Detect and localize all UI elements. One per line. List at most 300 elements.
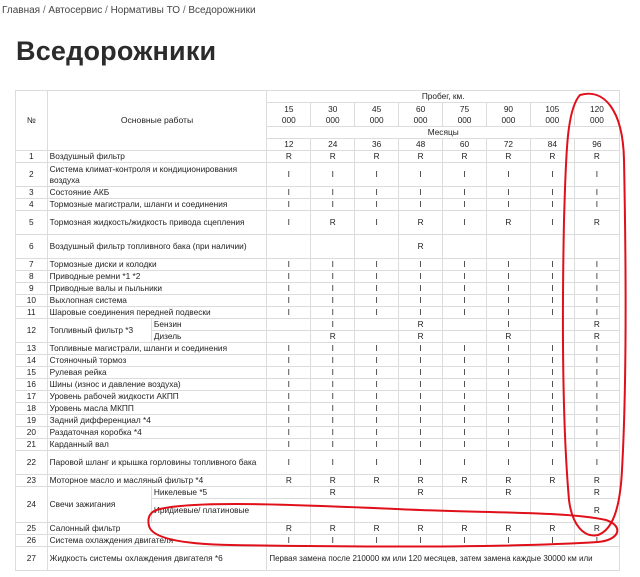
schedule-cell: [530, 235, 574, 259]
schedule-cell: I: [355, 367, 399, 379]
schedule-cell: I: [355, 295, 399, 307]
row-number: 19: [16, 415, 48, 427]
row-number: 9: [16, 283, 48, 295]
breadcrumb-separator: /: [182, 5, 186, 16]
row-number: 17: [16, 391, 48, 403]
schedule-cell: I: [574, 415, 619, 427]
month-header-cell: 60: [443, 139, 487, 151]
table-row: [16, 343, 620, 355]
schedule-cell: I: [486, 295, 530, 307]
schedule-cell: I: [267, 427, 311, 439]
schedule-cell: I: [399, 451, 443, 475]
schedule-cell: I: [443, 427, 487, 439]
schedule-cell: I: [355, 451, 399, 475]
mileage-header-cell: [530, 103, 574, 127]
row-number: 3: [16, 187, 48, 199]
schedule-cell: I: [443, 307, 487, 319]
header-no: №: [16, 91, 48, 151]
mileage-value-top: 90: [503, 103, 514, 114]
schedule-cell: I: [311, 415, 355, 427]
schedule-cell: I: [443, 295, 487, 307]
schedule-cell: I: [486, 391, 530, 403]
table-row: [16, 271, 620, 283]
schedule-cell: [311, 235, 355, 259]
schedule-cell: I: [355, 343, 399, 355]
schedule-cell: [530, 319, 574, 331]
row-number: 13: [16, 343, 48, 355]
schedule-cell: [486, 499, 530, 523]
breadcrumb-norms-link[interactable]: Нормативы ТО: [110, 5, 181, 16]
schedule-cell: I: [443, 283, 487, 295]
work-name: Свечи зажигания: [47, 487, 151, 523]
breadcrumb-separator: /: [105, 5, 108, 16]
schedule-cell: I: [486, 535, 530, 547]
schedule-cell: [443, 235, 487, 259]
header-mileage: Пробег, км.: [267, 91, 620, 103]
schedule-cell: R: [574, 475, 619, 487]
schedule-cell: I: [443, 259, 487, 271]
row-number: 5: [16, 211, 48, 235]
schedule-cell: I: [574, 355, 619, 367]
row-number: 7: [16, 259, 48, 271]
schedule-cell: I: [574, 403, 619, 415]
breadcrumb-current: Вседорожники: [188, 5, 256, 16]
schedule-cell: R: [486, 475, 530, 487]
schedule-cell: I: [399, 355, 443, 367]
schedule-cell: I: [530, 415, 574, 427]
table-row: [16, 307, 620, 319]
schedule-cell: I: [530, 535, 574, 547]
schedule-cell: R: [574, 211, 619, 235]
mileage-header-cell: [267, 103, 311, 127]
schedule-cell: I: [267, 451, 311, 475]
spark-plug-iridium: Иридиевые/ платиновые: [151, 499, 266, 523]
table-row: [16, 547, 620, 571]
schedule-cell: I: [486, 163, 530, 187]
schedule-cell: I: [443, 439, 487, 451]
schedule-cell: R: [355, 151, 399, 163]
schedule-cell: [399, 499, 443, 523]
table-row: [16, 295, 620, 307]
schedule-cell: I: [355, 391, 399, 403]
work-name: Шины (износ и давление воздуха): [47, 379, 267, 391]
work-name: Рулевая рейка: [47, 367, 267, 379]
schedule-cell: I: [486, 451, 530, 475]
schedule-cell: I: [355, 307, 399, 319]
schedule-cell: I: [355, 427, 399, 439]
schedule-cell: R: [574, 499, 619, 523]
mileage-value-top: 120: [589, 103, 604, 114]
fuel-type-diesel: Дизель: [151, 331, 266, 343]
schedule-cell: I: [486, 307, 530, 319]
mileage-header-cell: [574, 103, 619, 127]
schedule-cell: I: [399, 415, 443, 427]
schedule-cell: I: [574, 295, 619, 307]
mileage-value-bottom: 000: [501, 114, 516, 125]
schedule-cell: I: [267, 271, 311, 283]
schedule-cell: I: [574, 439, 619, 451]
schedule-cell: I: [530, 259, 574, 271]
schedule-cell: I: [311, 535, 355, 547]
schedule-cell: I: [311, 163, 355, 187]
schedule-cell: [267, 499, 311, 523]
schedule-cell: R: [267, 151, 311, 163]
work-name: Уровень масла МКПП: [47, 403, 267, 415]
schedule-cell: I: [311, 283, 355, 295]
table-row: [16, 211, 620, 235]
schedule-cell: R: [311, 523, 355, 535]
table-row: [16, 487, 620, 499]
schedule-cell: I: [399, 367, 443, 379]
schedule-cell: I: [267, 283, 311, 295]
month-header-cell: 36: [355, 139, 399, 151]
schedule-cell: I: [530, 163, 574, 187]
schedule-cell: [355, 499, 399, 523]
table-row: [16, 151, 620, 163]
schedule-cell: I: [399, 403, 443, 415]
schedule-cell: I: [311, 319, 355, 331]
schedule-cell: I: [443, 187, 487, 199]
fuel-type-petrol: Бензин: [151, 319, 266, 331]
schedule-cell: I: [399, 379, 443, 391]
schedule-cell: I: [399, 283, 443, 295]
schedule-cell: I: [443, 211, 487, 235]
schedule-cell: I: [574, 535, 619, 547]
schedule-cell: R: [399, 523, 443, 535]
table-row: [16, 235, 620, 259]
schedule-cell: I: [267, 295, 311, 307]
schedule-cell: I: [355, 439, 399, 451]
schedule-cell: I: [486, 367, 530, 379]
schedule-cell: R: [574, 151, 619, 163]
table-row: [16, 163, 620, 187]
mileage-value-top: 15: [284, 103, 294, 114]
month-header-cell: 96: [574, 139, 619, 151]
schedule-cell: I: [399, 439, 443, 451]
work-name: Приводные валы и пыльники: [47, 283, 267, 295]
mileage-value-top: 45: [372, 103, 382, 114]
schedule-cell: I: [486, 259, 530, 271]
month-header-cell: 24: [311, 139, 355, 151]
schedule-cell: I: [311, 295, 355, 307]
schedule-cell: I: [355, 211, 399, 235]
work-name: Тормозные диски и колодки: [47, 259, 267, 271]
schedule-cell: I: [355, 199, 399, 211]
row-number: 21: [16, 439, 48, 451]
schedule-cell: I: [267, 367, 311, 379]
schedule-cell: I: [530, 295, 574, 307]
schedule-cell: I: [574, 367, 619, 379]
mileage-value-bottom: 000: [589, 114, 604, 125]
schedule-cell: [355, 331, 399, 343]
work-name: Карданный вал: [47, 439, 267, 451]
mileage-value-top: 60: [415, 103, 426, 114]
schedule-cell: I: [574, 259, 619, 271]
schedule-cell: R: [530, 523, 574, 535]
row-number: 8: [16, 271, 48, 283]
schedule-cell: I: [399, 427, 443, 439]
schedule-cell: [267, 319, 311, 331]
schedule-cell: I: [267, 259, 311, 271]
mileage-header-cell: [443, 103, 487, 127]
table-row: [16, 379, 620, 391]
schedule-cell: I: [530, 367, 574, 379]
schedule-cell: I: [399, 259, 443, 271]
row-number: 10: [16, 295, 48, 307]
schedule-cell: [355, 487, 399, 499]
schedule-cell: [443, 319, 487, 331]
schedule-cell: R: [311, 487, 355, 499]
schedule-cell: R: [486, 211, 530, 235]
schedule-cell: R: [399, 235, 443, 259]
work-name: Уровень рабочей жидкости АКПП: [47, 391, 267, 403]
schedule-cell: I: [355, 403, 399, 415]
schedule-cell: [574, 235, 619, 259]
work-name: Моторное масло и масляный фильтр *4: [47, 475, 267, 487]
row-number: 4: [16, 199, 48, 211]
row-number: 11: [16, 307, 48, 319]
schedule-cell: I: [311, 379, 355, 391]
mileage-header-cell: [311, 103, 355, 127]
schedule-cell: I: [355, 415, 399, 427]
schedule-cell: [530, 499, 574, 523]
schedule-cell: I: [574, 379, 619, 391]
schedule-cell: I: [530, 403, 574, 415]
month-header-cell: 48: [399, 139, 443, 151]
mileage-value-top: 30: [328, 103, 338, 114]
schedule-cell: I: [399, 343, 443, 355]
row-number: 20: [16, 427, 48, 439]
schedule-cell: I: [267, 199, 311, 211]
schedule-cell: [267, 487, 311, 499]
schedule-cell: I: [574, 187, 619, 199]
schedule-cell: I: [486, 343, 530, 355]
schedule-cell: R: [486, 523, 530, 535]
schedule-cell: I: [530, 391, 574, 403]
schedule-cell: I: [267, 211, 311, 235]
schedule-cell: I: [355, 355, 399, 367]
schedule-cell: R: [267, 523, 311, 535]
row-number: 22: [16, 451, 48, 475]
work-name: Топливный фильтр *3: [47, 319, 151, 343]
row-number: 15: [16, 367, 48, 379]
breadcrumb-autoservice-link[interactable]: Автосервис: [48, 5, 103, 16]
mileage-header-cell: [399, 103, 443, 127]
breadcrumb-separator: /: [42, 5, 46, 16]
schedule-cell: [355, 235, 399, 259]
schedule-cell: I: [574, 283, 619, 295]
schedule-cell: R: [486, 151, 530, 163]
table-row: [16, 319, 620, 331]
mileage-value-bottom: 000: [413, 114, 428, 125]
schedule-cell: I: [443, 163, 487, 187]
schedule-cell: I: [311, 271, 355, 283]
schedule-cell: R: [530, 475, 574, 487]
table-row: [16, 283, 620, 295]
schedule-cell: [486, 235, 530, 259]
schedule-cell: R: [399, 151, 443, 163]
work-name: Раздаточная коробка *4: [47, 427, 267, 439]
schedule-cell: I: [530, 199, 574, 211]
row-number: 18: [16, 403, 48, 415]
work-name: Приводные ремни *1 *2: [47, 271, 267, 283]
schedule-cell: R: [486, 487, 530, 499]
work-name: Система климат-контроля и кондиционирования воздуха: [47, 163, 267, 187]
schedule-cell: I: [355, 379, 399, 391]
schedule-cell: I: [530, 343, 574, 355]
table-row: [16, 259, 620, 271]
schedule-cell: R: [355, 475, 399, 487]
schedule-cell: I: [311, 367, 355, 379]
row-number: 16: [16, 379, 48, 391]
month-header-cell: 12: [267, 139, 311, 151]
schedule-cell: I: [574, 163, 619, 187]
schedule-cell: I: [399, 391, 443, 403]
table-row: [16, 427, 620, 439]
schedule-cell: I: [530, 379, 574, 391]
schedule-cell: I: [399, 295, 443, 307]
schedule-cell: I: [311, 439, 355, 451]
schedule-cell: I: [486, 187, 530, 199]
schedule-cell: [267, 331, 311, 343]
row-number: 14: [16, 355, 48, 367]
schedule-cell: I: [443, 199, 487, 211]
schedule-note: Первая замена после 210000 км или 120 месяцев, затем замена каждые 30000 км или: [267, 547, 620, 571]
work-name: Воздушный фильтр: [47, 151, 267, 163]
mileage-value-bottom: 000: [325, 114, 340, 125]
schedule-cell: I: [311, 355, 355, 367]
mileage-header-cell: [486, 103, 530, 127]
schedule-cell: I: [399, 271, 443, 283]
month-header-cell: 72: [486, 139, 530, 151]
schedule-cell: I: [486, 427, 530, 439]
schedule-cell: I: [486, 439, 530, 451]
schedule-cell: I: [530, 307, 574, 319]
month-header-cell: 84: [530, 139, 574, 151]
schedule-cell: I: [443, 451, 487, 475]
schedule-cell: [443, 331, 487, 343]
schedule-cell: I: [267, 415, 311, 427]
header-works: Основные работы: [47, 91, 267, 151]
work-name: Шаровые соединения передней подвески: [47, 307, 267, 319]
schedule-cell: I: [267, 379, 311, 391]
schedule-cell: I: [355, 187, 399, 199]
schedule-cell: [443, 499, 487, 523]
maintenance-table: [15, 90, 620, 571]
mileage-value-bottom: 000: [457, 114, 472, 125]
schedule-cell: R: [399, 211, 443, 235]
schedule-cell: R: [267, 475, 311, 487]
table-row: [16, 391, 620, 403]
table-row: [16, 367, 620, 379]
schedule-cell: I: [530, 283, 574, 295]
schedule-cell: I: [311, 343, 355, 355]
mileage-value-bottom: 000: [281, 114, 296, 125]
schedule-cell: I: [267, 391, 311, 403]
schedule-cell: I: [355, 283, 399, 295]
mileage-value-top: 105: [545, 103, 560, 114]
page-title: Вседорожники: [16, 36, 217, 66]
table-row: [16, 475, 620, 487]
schedule-cell: I: [486, 355, 530, 367]
schedule-cell: R: [574, 319, 619, 331]
schedule-cell: I: [574, 199, 619, 211]
schedule-cell: I: [311, 307, 355, 319]
schedule-cell: [443, 487, 487, 499]
row-number: 27: [16, 547, 48, 571]
work-name: Выхлопная система: [47, 295, 267, 307]
work-name: Состояние АКБ: [47, 187, 267, 199]
header-months: Месяцы: [267, 127, 620, 139]
schedule-cell: I: [267, 163, 311, 187]
row-number: 25: [16, 523, 48, 535]
schedule-cell: R: [399, 475, 443, 487]
schedule-cell: I: [355, 259, 399, 271]
breadcrumb: [2, 5, 256, 16]
table-row: [16, 535, 620, 547]
schedule-cell: I: [486, 271, 530, 283]
work-name: Тормозные магистрали, шланги и соединения: [47, 199, 267, 211]
mileage-header-cell: [355, 103, 399, 127]
schedule-cell: I: [399, 535, 443, 547]
work-name: Задний дифференциал *4: [47, 415, 267, 427]
schedule-cell: I: [267, 187, 311, 199]
schedule-cell: I: [355, 271, 399, 283]
schedule-cell: I: [399, 163, 443, 187]
table-row: [16, 403, 620, 415]
row-number: 6: [16, 235, 48, 259]
schedule-cell: I: [530, 187, 574, 199]
schedule-cell: I: [574, 307, 619, 319]
schedule-cell: I: [311, 391, 355, 403]
table-row: [16, 523, 620, 535]
schedule-cell: I: [486, 319, 530, 331]
schedule-cell: I: [530, 211, 574, 235]
row-number: 26: [16, 535, 48, 547]
schedule-cell: R: [486, 331, 530, 343]
table-row: [16, 355, 620, 367]
schedule-cell: I: [399, 307, 443, 319]
schedule-cell: [311, 499, 355, 523]
schedule-cell: I: [311, 427, 355, 439]
mileage-value-bottom: 000: [369, 114, 384, 125]
schedule-cell: I: [530, 427, 574, 439]
table-row: [16, 451, 620, 475]
schedule-cell: I: [311, 451, 355, 475]
schedule-cell: R: [574, 487, 619, 499]
schedule-cell: R: [443, 523, 487, 535]
schedule-cell: R: [399, 319, 443, 331]
work-name: Жидкость системы охлаждения двигателя *6: [47, 547, 267, 571]
schedule-cell: I: [443, 355, 487, 367]
schedule-cell: R: [311, 475, 355, 487]
schedule-cell: I: [311, 259, 355, 271]
breadcrumb-home-link[interactable]: Главная: [2, 5, 41, 16]
work-name: Воздушный фильтр топливного бака (при наличии): [47, 235, 267, 259]
work-name: Салонный фильтр: [47, 523, 267, 535]
schedule-cell: I: [399, 187, 443, 199]
schedule-cell: I: [443, 379, 487, 391]
schedule-cell: I: [574, 391, 619, 403]
schedule-cell: I: [399, 199, 443, 211]
schedule-cell: I: [267, 355, 311, 367]
work-name: Стояночный тормоз: [47, 355, 267, 367]
schedule-cell: I: [486, 199, 530, 211]
schedule-cell: I: [530, 355, 574, 367]
schedule-cell: [267, 235, 311, 259]
schedule-cell: R: [311, 331, 355, 343]
row-number: 2: [16, 163, 48, 187]
